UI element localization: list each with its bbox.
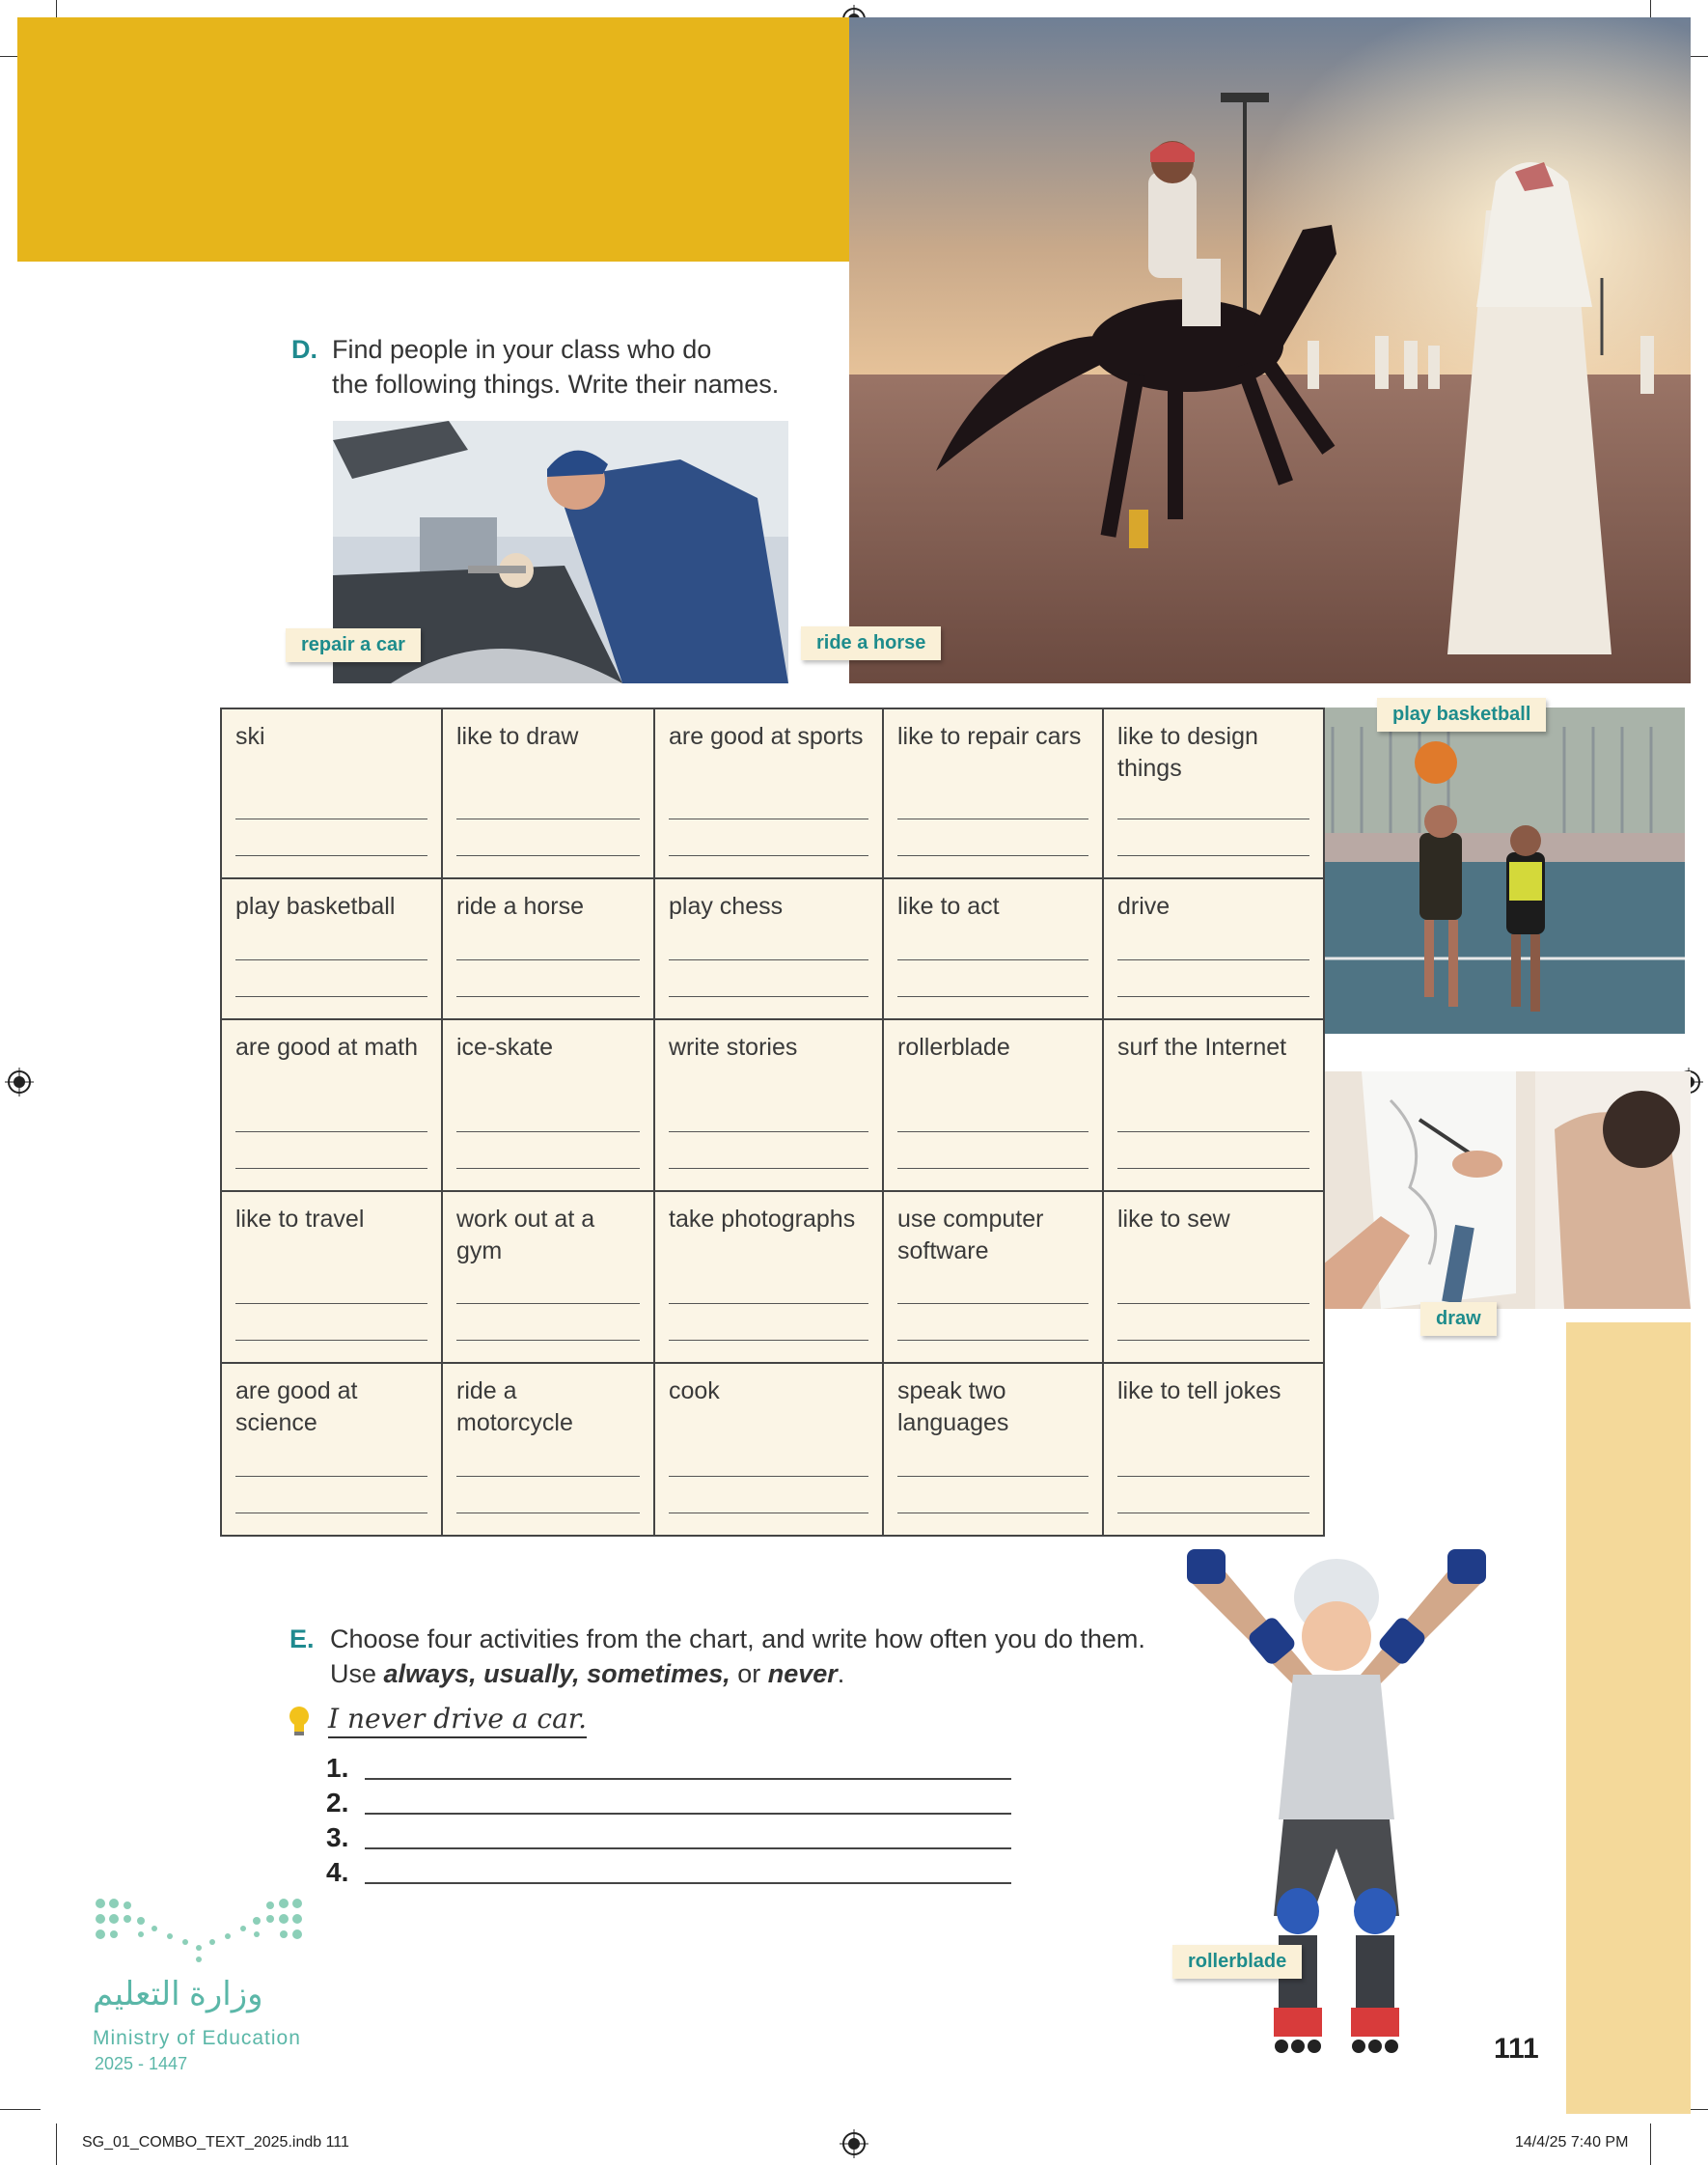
section-e-line2: Use always, usually, sometimes, or never. bbox=[330, 1659, 845, 1688]
name-write-line[interactable] bbox=[235, 1477, 427, 1513]
name-write-line[interactable] bbox=[1117, 1267, 1309, 1304]
table-cell bbox=[221, 1019, 442, 1191]
table-cell bbox=[883, 1363, 1103, 1536]
activity-label: write stories bbox=[669, 1034, 798, 1061]
activity-label: ice-skate bbox=[456, 1034, 554, 1061]
name-write-line[interactable] bbox=[1117, 783, 1309, 819]
crop-mark bbox=[56, 2123, 57, 2165]
name-write-line[interactable] bbox=[456, 1440, 640, 1477]
name-write-line[interactable] bbox=[1117, 924, 1309, 960]
name-write-line[interactable] bbox=[1117, 1096, 1309, 1132]
name-write-line[interactable] bbox=[897, 783, 1088, 819]
activity-label: are good at sports bbox=[669, 723, 864, 750]
activity-label: like to tell jokes bbox=[1117, 1377, 1281, 1404]
side-color-strip bbox=[1566, 1322, 1691, 2114]
name-write-line[interactable] bbox=[235, 1132, 427, 1169]
ministry-english-name: Ministry of Education bbox=[93, 2027, 301, 2049]
header-banner bbox=[17, 17, 849, 262]
activity-label: like to draw bbox=[456, 723, 579, 750]
name-write-line[interactable] bbox=[897, 819, 1088, 856]
name-write-line[interactable] bbox=[235, 783, 427, 819]
footer-file-info: SG_01_COMBO_TEXT_2025.indb 111 bbox=[82, 2134, 349, 2151]
name-write-line[interactable] bbox=[897, 1304, 1088, 1341]
table-cell bbox=[883, 708, 1103, 878]
tag-ride-horse: ride a horse bbox=[801, 626, 941, 660]
table-cell bbox=[442, 708, 654, 878]
registration-mark-icon bbox=[5, 1068, 34, 1096]
name-write-line[interactable] bbox=[1117, 960, 1309, 997]
table-row bbox=[221, 1363, 1324, 1536]
name-write-line[interactable] bbox=[669, 924, 868, 960]
activity-label: cook bbox=[669, 1377, 720, 1404]
answer-line-3[interactable]: 3. bbox=[326, 1822, 348, 1853]
activity-table bbox=[220, 708, 1325, 1537]
answer-line-4[interactable]: 4. bbox=[326, 1857, 348, 1888]
name-write-line[interactable] bbox=[1117, 1477, 1309, 1513]
name-write-line[interactable] bbox=[456, 819, 640, 856]
name-write-line[interactable] bbox=[669, 1132, 868, 1169]
table-cell bbox=[654, 1019, 883, 1191]
name-write-line[interactable] bbox=[235, 1267, 427, 1304]
table-cell bbox=[442, 1363, 654, 1536]
footer-timestamp: 14/4/25 7:40 PM bbox=[1515, 2134, 1629, 2151]
activity-label: are good at math bbox=[235, 1034, 419, 1061]
name-write-line[interactable] bbox=[456, 1267, 640, 1304]
name-write-line[interactable] bbox=[669, 1477, 868, 1513]
name-write-line[interactable] bbox=[897, 1267, 1088, 1304]
name-write-line[interactable] bbox=[456, 1132, 640, 1169]
section-d-line2: the following things. Write their names. bbox=[332, 370, 780, 399]
table-row bbox=[221, 708, 1324, 878]
name-write-line[interactable] bbox=[1117, 819, 1309, 856]
table-cell bbox=[442, 878, 654, 1019]
activity-label: surf the Internet bbox=[1117, 1034, 1287, 1061]
section-d-line1: Find people in your class who do bbox=[332, 335, 712, 364]
ministry-year: 2025 - 1447 bbox=[95, 2054, 188, 2073]
name-write-line[interactable] bbox=[897, 924, 1088, 960]
activity-label: rollerblade bbox=[897, 1034, 1010, 1061]
basketball-photo bbox=[1323, 708, 1685, 1034]
table-cell bbox=[883, 1019, 1103, 1191]
tag-play-basketball: play basketball bbox=[1377, 698, 1546, 732]
section-e-letter: E. bbox=[289, 1624, 315, 1653]
name-write-line[interactable] bbox=[235, 960, 427, 997]
name-write-line[interactable] bbox=[669, 783, 868, 819]
table-cell bbox=[1103, 878, 1324, 1019]
table-cell bbox=[1103, 1363, 1324, 1536]
tag-rollerblade: rollerblade bbox=[1172, 1945, 1302, 1979]
table-cell bbox=[1103, 1019, 1324, 1191]
rollerblade-photo bbox=[1168, 1530, 1505, 2070]
name-write-line[interactable] bbox=[1117, 1132, 1309, 1169]
activity-label: like to design things bbox=[1117, 723, 1258, 782]
table-cell bbox=[1103, 1191, 1324, 1363]
ministry-arabic-name: وزارة التعليم bbox=[93, 1976, 263, 2012]
name-write-line[interactable] bbox=[669, 819, 868, 856]
name-write-line[interactable] bbox=[669, 960, 868, 997]
name-write-line[interactable] bbox=[456, 924, 640, 960]
name-write-line[interactable] bbox=[1117, 1304, 1309, 1341]
page-number: 111 bbox=[1494, 2033, 1539, 2065]
activity-label: like to repair cars bbox=[897, 723, 1082, 750]
name-write-line[interactable] bbox=[456, 1096, 640, 1132]
name-write-line[interactable] bbox=[235, 1440, 427, 1477]
name-write-line[interactable] bbox=[669, 1440, 868, 1477]
table-row bbox=[221, 1019, 1324, 1191]
name-write-line[interactable] bbox=[897, 1477, 1088, 1513]
registration-mark-icon bbox=[840, 2129, 868, 2158]
name-write-line[interactable] bbox=[235, 1304, 427, 1341]
section-e-line1: Choose four activities from the chart, and write how often you do them. bbox=[330, 1624, 1145, 1653]
crop-mark bbox=[1650, 2123, 1651, 2165]
name-write-line[interactable] bbox=[456, 783, 640, 819]
name-write-line[interactable] bbox=[897, 1440, 1088, 1477]
activity-label: like to sew bbox=[1117, 1206, 1230, 1233]
section-e-instruction bbox=[289, 1622, 1145, 1688]
name-write-line[interactable] bbox=[669, 1267, 868, 1304]
name-write-line[interactable] bbox=[456, 960, 640, 997]
ministry-logo-icon bbox=[93, 1894, 305, 1966]
example-sentence: I never drive a car. bbox=[328, 1703, 587, 1738]
horse-photo bbox=[849, 17, 1691, 683]
activity-label: like to travel bbox=[235, 1206, 365, 1233]
table-cell bbox=[221, 708, 442, 878]
table-cell bbox=[442, 1191, 654, 1363]
activity-label: play chess bbox=[669, 893, 784, 920]
name-write-line[interactable] bbox=[456, 1477, 640, 1513]
name-write-line[interactable] bbox=[669, 1096, 868, 1132]
activity-label: drive bbox=[1117, 893, 1171, 920]
table-cell bbox=[221, 1191, 442, 1363]
table-cell bbox=[654, 708, 883, 878]
lightbulb-icon bbox=[288, 1705, 311, 1737]
activity-label: ski bbox=[235, 723, 265, 750]
activity-label: play basketball bbox=[235, 893, 396, 920]
tag-repair-car: repair a car bbox=[286, 628, 421, 662]
table-cell bbox=[654, 1191, 883, 1363]
table-cell bbox=[883, 1191, 1103, 1363]
name-write-line[interactable] bbox=[1117, 1440, 1309, 1477]
activity-label: take photographs bbox=[669, 1206, 856, 1233]
activity-label: ride a motorcycle bbox=[456, 1377, 573, 1436]
answer-line-2[interactable]: 2. bbox=[326, 1788, 348, 1818]
name-write-line[interactable] bbox=[235, 924, 427, 960]
crop-mark bbox=[0, 2109, 41, 2110]
section-d-letter: D. bbox=[291, 335, 317, 364]
table-row bbox=[221, 878, 1324, 1019]
name-write-line[interactable] bbox=[235, 819, 427, 856]
activity-label: speak two languages bbox=[897, 1377, 1009, 1436]
table-row bbox=[221, 1191, 1324, 1363]
activity-label: like to act bbox=[897, 893, 1000, 920]
name-write-line[interactable] bbox=[669, 1304, 868, 1341]
drawing-photo bbox=[1323, 1071, 1691, 1309]
activity-label: are good at science bbox=[235, 1377, 358, 1436]
table-cell bbox=[1103, 708, 1324, 878]
table-cell bbox=[221, 878, 442, 1019]
table-cell bbox=[654, 878, 883, 1019]
name-write-line[interactable] bbox=[897, 1096, 1088, 1132]
table-cell bbox=[883, 878, 1103, 1019]
tag-draw: draw bbox=[1420, 1302, 1497, 1336]
section-d-instruction bbox=[291, 332, 780, 399]
name-write-line[interactable] bbox=[897, 1132, 1088, 1169]
activity-label: use computer software bbox=[897, 1206, 1044, 1264]
name-write-line[interactable] bbox=[456, 1304, 640, 1341]
name-write-line[interactable] bbox=[235, 1096, 427, 1132]
table-cell bbox=[442, 1019, 654, 1191]
table-cell bbox=[221, 1363, 442, 1536]
table-cell bbox=[654, 1363, 883, 1536]
name-write-line[interactable] bbox=[897, 960, 1088, 997]
activity-label: ride a horse bbox=[456, 893, 585, 920]
answer-line-1[interactable]: 1. bbox=[326, 1753, 348, 1784]
activity-label: work out at a gym bbox=[456, 1206, 595, 1264]
